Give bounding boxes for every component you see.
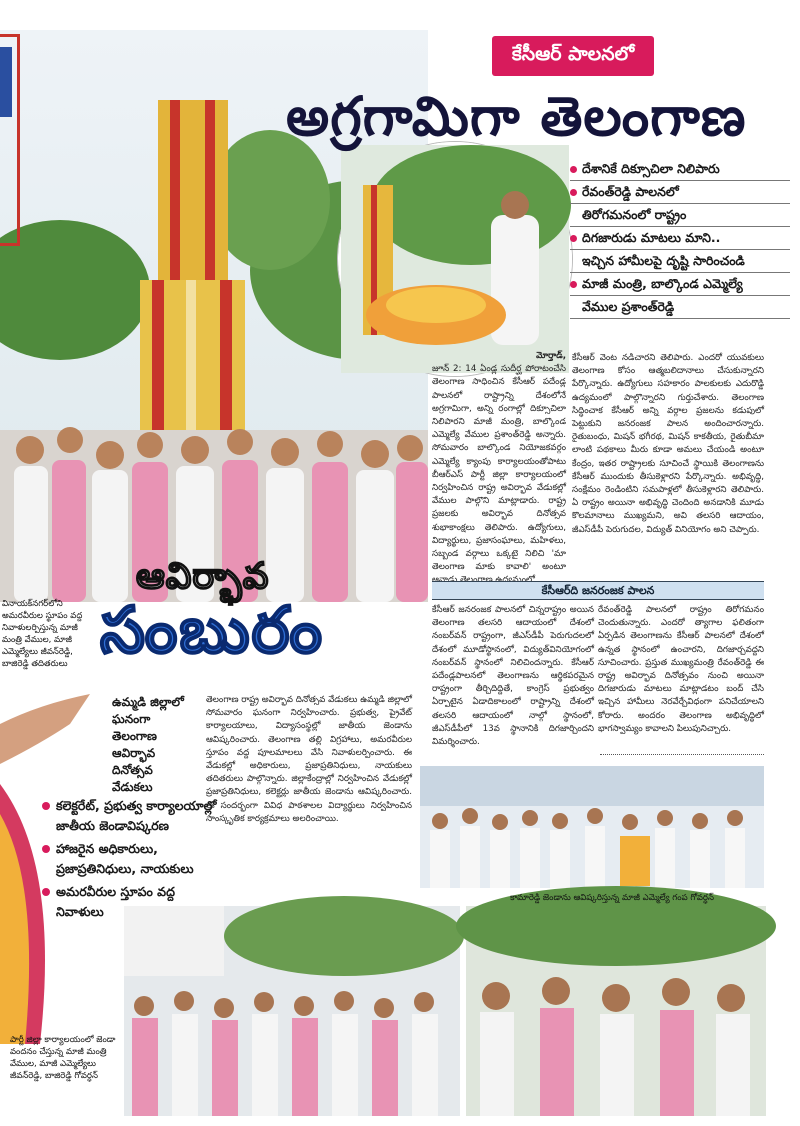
edge-box-fragment xyxy=(0,34,20,246)
bullet-icon xyxy=(570,235,577,242)
caption-left-top: వినాయక్‌నగర్‌లోని అమరవీరుల స్థూపం వద్ద నివాళులర్పిస్తున్న మాజీ మంత్రి వేముల, మాజీ ఎమ్మెల్యేలు జీవన్‌రెడ్డి, బాజిరెడ్డి తదితరులు xyxy=(2,599,83,669)
highlight-item: మాజీ మంత్రి, బాల్కొండ ఎమ్మెల్యే xyxy=(570,273,790,296)
article-2-text-2: రేవంత్‌రెడ్డి పాలనలో రాష్ట్రం తిరోగమనం చెందుతున్నారు. ఎందరో త్యాగాల ఫలితంగా ఏర్పడిన తెలంగాణను కేసీఆర్ పాలనలో దేశంలో ఉన్నత స్థానంలో ఉంచారని, దిగజార్చవద్దని సూచించారు. ప్రస్తుత ముఖ్యమంత్రి రేవంత్‌రెడ్డి ఈ రాష్ట్ర అవిర్భావ దినోత్సవం నుంచి అయినా దిగజారుడు మాటలు మాట్లాడటం బంద్ చేసి ఇచ్చిన హామీలు నెరవేర్చేవిధంగా పనిచేయాలని కోరారు. అందరం తెలంగాణ అభివృద్ధిలో భాగస్వామ్యం కావాలని పిలుపునిచ్చారు. xyxy=(598,605,764,734)
highlight-item: దేశానికే దిక్సూచిలా నిలిపారు xyxy=(570,158,790,181)
avirbhava-title: ఆవిర్భావ xyxy=(136,556,270,597)
bullet-icon xyxy=(570,189,577,196)
article-3 xyxy=(206,694,412,890)
bullet-icon xyxy=(570,166,577,173)
left-bullet-item: కలెక్టరేట్, ప్రభుత్వ కార్యాలయాల్లో జాతీయ జెండావిష్కరణ xyxy=(42,796,222,836)
bullet-icon xyxy=(42,888,50,896)
dateline: మోర్తాడ్, xyxy=(536,351,566,361)
crowd-celebration-photo xyxy=(466,906,766,1116)
highlight-item: రేవంత్‌రెడ్డి పాలనలో xyxy=(570,181,790,204)
kamareddy-flag-photo xyxy=(420,766,764,888)
caption-left-bottom: పార్టీ జిల్లా కార్యాలయంలో జెండా వందనం చేస్తున్న మాజీ మంత్రి వేముల, మాజీ ఎమ్మెల్యేలు జీవన్‌రెడ్డి, బాజిరెడ్డి గోవర్ధన్ xyxy=(10,1035,116,1081)
article-1-text-1: జూన్ 2: 14 ఏండ్ల సుదీర్ఘ పోరాటంచేసి తెలంగాణ సాధించిన కేసీఆర్ పదేండ్ల పాలనలో రాష్ట్రాన్ని దేశంలోనే అగ్రగామిగా, అన్ని రంగాల్లో దిక్సూచిలా నిలిపారని మాజీ మంత్రి, బాల్కొండ ఎమ్మెల్యే వేముల ప్రశాంత్‌రెడ్డి అన్నారు. సోమవారం బాల్కొండ నియోజకవర్గం ఎమ్మెల్యే క్యాంపు కార్యాలయంతోపాటు బీఆర్‌ఎస్ పార్టీ జిల్లా కార్యాలయంలో నిర్వహించిన రాష్ట్ర అవిర్భావ వేడుకల్లో వేముల పాల్గొని మాట్లాడారు. రాష్ట్ర ప్రజలకు అవిర్భావ దినోత్సవ శుభాకాంక్షలు తెలిపారు. ఉద్యోగులు, విద్యార్థులు, ప్రజాసంఘాలు, మహిళలు, సబ్బండ వర్గాలు ఒక్కటై నిలిచి 'మా తెలంగాణ మాకు కావాలి' అంటూ xyxy=(432,364,566,573)
highlight-item: దిగజారుడు మాటలు మాని.. xyxy=(570,227,790,250)
highlight-item: ఇచ్చిన హామీలపై దృష్టి సారించండి xyxy=(570,250,790,273)
highlight-item: వేముల ప్రశాంత్‌రెడ్డి xyxy=(570,296,790,319)
highlight-item: తిరోగమనంలో రాష్ట్రం xyxy=(570,204,790,227)
article-2-text-1: కేసీఆర్ జనరంజక పాలనలో చిన్నరాష్ట్రం అయిన తెలంగాణ తలసరి ఆదాయంలో దేశంలో నంబర్‌వన్ రాష్ట్రంగా, జీఎస్‌డీపీ పెరుగుదలలో దేశంలో మూడోస్థానంలో, విద్యుత్‌వినియోగంలో నంబర్‌వన్ స్థానంలో నిలిచిందన్నారు. కేసీఆర్ పదేండ్లపాలనలో తెలంగాణను ఆర్థికపరమైన రాష్ట్రంగా తీర్చిదిద్దితే, కాంగ్రెస్ ప్రభుత్వం ఏర్పాటైన ఏడాదికాలంలో రాష్ట్రాన్ని దేశంలో తలసరి ఆదాయంలో నాల్గో స్థానంలో, జీఎస్‌డీపీలో 13వ స్థానానికి దిగజార్చిందని విమర్శించారు. xyxy=(432,605,594,748)
samburam-title: సంబురం xyxy=(100,594,324,668)
article-1-column-1 xyxy=(432,350,566,572)
bullet-icon xyxy=(570,281,577,288)
article-1-column-2 xyxy=(572,352,764,570)
left-bullet-item: హాజరైన అధికారులు, ప్రజాప్రతినిధులు, నాయకులు xyxy=(42,839,222,879)
sub-heading: కేసీఆర్‌ది జనరంజక పాలన xyxy=(432,581,764,600)
highlights-list xyxy=(570,158,790,319)
bullet-icon xyxy=(42,845,50,853)
left-bullet-item: అమరవీరుల స్తూపం వద్ద నివాళులు xyxy=(42,882,222,922)
left-bullets xyxy=(42,796,222,925)
bullet-icon xyxy=(42,802,50,810)
article-3-text: తెలంగాణ రాష్ట్ర అవిర్భావ దినోత్సవ వేడుకలు ఉమ్మడి జిల్లాలో సోమవారం ఘనంగా నిర్వహించారు. ప్రభుత్వ, ప్రైవేట్ కార్యాలయాలు, విద్యాసంస్థల్లో జాతీయ జెండాను ఆవిష్కరించారు. తెలంగాణ తల్లి విగ్రహాలు, అమరవీరుల స్తూపం వద్ద పూలమాలలు వేసి నివాళులర్పించారు. ఈ వేడుకల్లో అధికారులు, ప్రజాప్రతినిధులు, నాయకులు తదితరులు పాల్గొన్నారు. జిల్లాకేంద్రాల్లో నిర్వహించిన వేడుకల్లో ప్రజాప్రతినిధులు, కలెక్టర్లు జాతీయ జెండాను ఆవిష్కరించారు. ఈ సందర్భంగా వివిధ పాఠశాలల విద్యార్థులు నిర్వహించిన సాంస్కృతిక కార్యక్రమాలు అలరించాయి. xyxy=(206,695,412,824)
article-1-text-2: కేసీఆర్ వెంట నడిచారని తెలిపారు. ఎందరో యువకులు తెలంగాణ కోసం ఆత్మబలిదానాలు చేసుకున్నారని పేర్కొన్నారు. ఉద్యోగులు సహకారం పాలకులకు ఎదురొడ్డి ఉద్యమంలో పాల్గొన్నారని గుర్తుచేశారు. తెలంగాణ సిద్ధించాక కేసీఆర్ అన్ని వర్గాల ప్రజలను కడుపులో పెట్టుకుని జనరంజక పాలన అందించారన్నారు. రైతుబంధు, మిషన్ భగీరథ, మిషన్ కాకతీయ, రైతుబీమా లాంటి పథకాలు మీరు కూడా అమలు చేయండి అంటూ కేంద్రం, ఇతర రాష్ట్రాలకు సూచించే స్థాయికి తెలంగాణను కేసీఆర్ ముందుకు తీసుకెళ్లారని పేర్కొన్నారు. అభివృద్ధి, సంక్షేమం రెండింటిని సమపాళ్లలో తీసుకెళ్లారని తెలిపారు. ఏ రాష్ట్రం అయినా అభివృద్ధి చెందింది అనడానికి మూడు కొలమానాలు ముఖ్యమని, అవి తలసరి ఆదాయం, జీఎస్‌డీపీ పెరుగుదల, విద్యుత్ వినియోగం అని చెప్పారు. xyxy=(572,353,764,535)
circle-inset-photo xyxy=(338,142,572,376)
divider xyxy=(600,754,764,755)
sub-kicker: ఉమ్మడి జిల్లాలో ఘనంగా తెలంగాణ ఆవిర్భావ దినోత్సవ వేడుకలు xyxy=(112,695,184,794)
article-2-column-1 xyxy=(432,604,594,750)
headline: అగ్రగామిగా తెలంగాణ xyxy=(286,85,747,148)
party-office-photo xyxy=(124,906,460,1116)
article-2-column-2 xyxy=(598,604,764,750)
kicker-label: కేసీఆర్ పాలనలో xyxy=(492,36,654,76)
caption-middle: కామారెడ్డి జెండాను ఆవిష్కరిస్తున్న మాజీ ఎమ్మెల్యే గంప గోవర్ధన్ xyxy=(510,893,714,903)
